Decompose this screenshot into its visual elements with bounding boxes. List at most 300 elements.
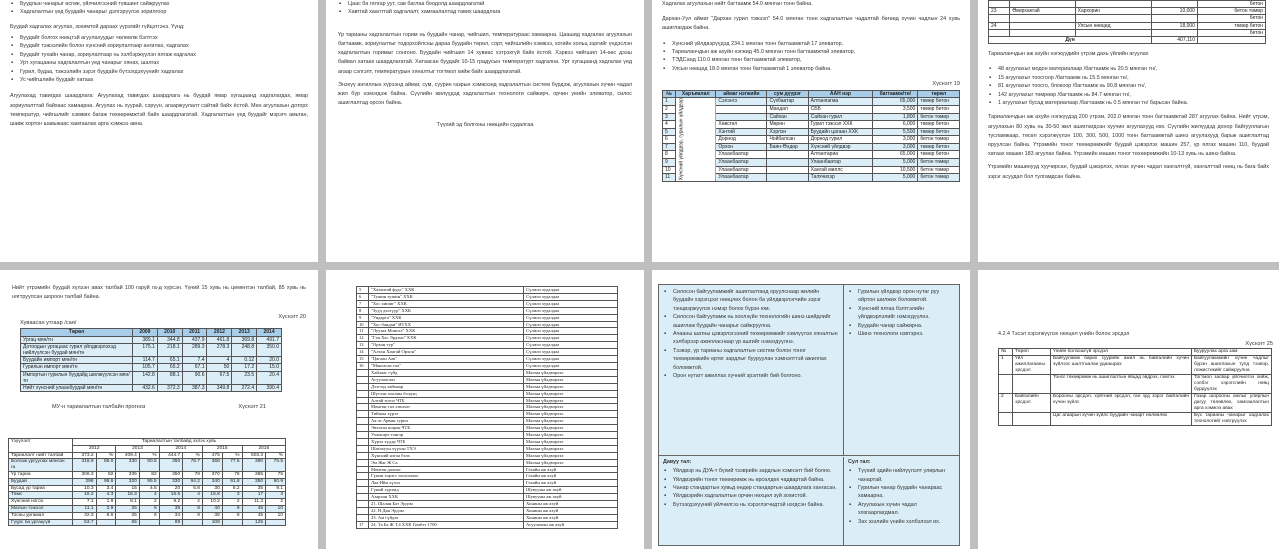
table-cell: Хүнсний ногоо bbox=[9, 499, 73, 506]
row-number: 8 bbox=[357, 307, 369, 314]
table-cell: 16.3 bbox=[116, 492, 140, 499]
table-cell: Тариалалт нийт талбай bbox=[9, 452, 73, 459]
table-cell: 350.0 bbox=[257, 343, 282, 356]
table-row bbox=[357, 321, 618, 328]
table-cell: Болгаж ургуулах мянган га bbox=[9, 459, 73, 472]
table-cell bbox=[1152, 1, 1198, 8]
table-cell: 306.3 bbox=[73, 471, 97, 478]
table-cell: Хүнсний үйлдвэр bbox=[808, 143, 873, 151]
table-cell: төмөр бетон bbox=[918, 128, 960, 136]
company-name: Хүнсний ялгаа бэлх bbox=[369, 452, 524, 459]
table-cell bbox=[716, 106, 767, 114]
table-cell: 77.5 bbox=[222, 459, 242, 472]
company-name: "Зууд дэлгүүр" ХХК bbox=[369, 307, 524, 314]
year-header: 2015 bbox=[202, 445, 242, 452]
table-cell: 78.7 bbox=[183, 459, 203, 472]
row-number bbox=[357, 459, 369, 466]
column-header: Үзүүлэлт bbox=[9, 439, 73, 453]
table-row bbox=[357, 335, 618, 342]
table-cell bbox=[1152, 15, 1198, 22]
company-name: Эм Жаг Ж Са bbox=[369, 459, 524, 466]
table-row bbox=[21, 343, 282, 356]
table-cell: 25 bbox=[116, 512, 140, 519]
table-cell: 491.7 bbox=[257, 336, 282, 343]
table-cell: 17 bbox=[242, 492, 266, 499]
company-name: Азархан ХХК bbox=[369, 494, 524, 501]
company-name: Гүнии хэрэгс тоглоомоо bbox=[369, 473, 524, 480]
company-name: Хүрэл хүдэр ЧТБ bbox=[369, 438, 524, 445]
row-number bbox=[357, 452, 369, 459]
table-cell: бетон bbox=[1197, 1, 1265, 8]
table-cell: 272.4 bbox=[232, 385, 257, 392]
paragraph: Үр тарианы хадгалалтын горим нь буудайн чанар, чийгшил, температураас хамаарна. Цаашид хадгалах агуулахын багтаамж, зориулалтыг тодорхойлсны дараа буудайн төрөл, сорт, чийгшлийн хэмжээ, хогийн хольц зэргийг үндэслэн хадгалалтын горимыг сонгоно. Буудайн чийгшил 14 хувиас хэтрэхгүй байх ёстой. Хэрвээ чийгшил 14-өөс дээш байвал хатаах шаардлагатай. Хатаасан буудайг 10-15 градусын температурт хадгална. Урт хугацаанд хадгалах үед агаар сэлгэлт, температурын хяналтыг тогтмол хийж байх шаардлагатай. bbox=[338, 31, 632, 75]
table-row bbox=[357, 452, 618, 459]
table-cell: 7.1 bbox=[73, 499, 97, 506]
table-cell: 50 bbox=[207, 364, 232, 371]
page-4 bbox=[978, 0, 1279, 262]
company-type: Хонины аж ахуй bbox=[524, 501, 618, 508]
paragraph: Агуулахад тавигдах шаардлага: Агуулахад тавигдах шаардлага нь буудай ямар хугацаанд хадгалагдах, ямар зориулалттай байхаас хамаарна. Агуулах нь хуурай, сэрүүн, агааржуулалт сайтай байх ёстой. Мөн агуулахын доторх температур, чийгшлийг хэмжих багаж төхөөрөмжтэй байх шаардлагатай. Хадгалалтын үед буудайг мэрэгч амьтан, шавж хортон шавьжаас хамгаалах арга хэмжээ авна. bbox=[10, 93, 308, 128]
bullet: ▪ Түүхий эдийн нийлүүлэлт улирлын чанартай. bbox=[848, 467, 955, 484]
table-cell: 1.9 bbox=[96, 499, 116, 506]
table-cell: 2.9 bbox=[96, 505, 116, 512]
table-row bbox=[9, 499, 286, 506]
column-header: Харъяалал bbox=[676, 91, 716, 98]
table-cell: Гурилын импорт мян/тн bbox=[21, 364, 133, 371]
row-number: 12 bbox=[357, 335, 369, 342]
table-cell: 330 bbox=[159, 478, 183, 485]
table-caption: Хүснэгт 19 bbox=[932, 81, 960, 88]
table-cell: 3,000 bbox=[873, 143, 918, 151]
table-cell bbox=[999, 413, 1013, 426]
table-row bbox=[357, 480, 618, 487]
table-cell bbox=[139, 519, 159, 526]
table-cell: % bbox=[222, 452, 242, 459]
table-cell: Чойбалсан bbox=[767, 136, 808, 144]
table-title: МУ-н тариалалтын талбайн прогноз bbox=[52, 404, 146, 411]
row-number bbox=[357, 376, 369, 383]
row-number bbox=[357, 369, 369, 376]
bullet: ▪ Буудайг болгох нөөцтэй агуулахуудыг чөлөөлж бэлтгэх bbox=[10, 34, 308, 42]
row-number: 1 bbox=[663, 98, 676, 106]
table-cell: 11.1 bbox=[73, 505, 97, 512]
company-name: Лаа-Ийн хүхэл bbox=[369, 480, 524, 487]
table-cell: Бүх тарианы чанарыг хадгалах технологийг нэвтрүүлэх bbox=[1192, 413, 1272, 426]
table-cell: Баян-Өндөр bbox=[767, 143, 808, 151]
table-cell: 444.7 bbox=[159, 452, 183, 459]
table-cell: Импортын гурилын буудайд шилжүүлсэн мян/тн bbox=[21, 371, 133, 384]
table-cell: Тоног төхөөрөмж нь ашиглалтын явцад эвдрэх, гэмтэх bbox=[1051, 375, 1192, 394]
year-header: 2016 bbox=[242, 445, 285, 452]
table-cell: 16.2 bbox=[73, 492, 97, 499]
table-title: Хуваасан утгаар /сая/ bbox=[20, 320, 77, 327]
table-cell bbox=[1152, 29, 1198, 36]
table-cell: Хэнтий bbox=[716, 128, 767, 136]
table-cell: 4 bbox=[183, 492, 203, 499]
table-row bbox=[357, 521, 618, 528]
table-cell: 278.3 bbox=[207, 343, 232, 356]
table-cell: 373.2 bbox=[73, 452, 97, 459]
table-cell: Талхчихэр bbox=[808, 174, 873, 182]
table-row bbox=[357, 349, 618, 356]
table-cell: 330 bbox=[116, 459, 140, 472]
table-cell: 8.2 bbox=[222, 485, 242, 492]
table-caption: Хүснэгт 20 bbox=[278, 314, 306, 321]
table-cell: 67.5 bbox=[207, 371, 232, 384]
table-cell: Дорнод гурил bbox=[808, 136, 873, 144]
company-name: "Хос хишиг" ХХК bbox=[369, 300, 524, 307]
table-cell: Улаанбаатар bbox=[808, 159, 873, 167]
bullet: ▪ Силосон байгууламж нь хоолзүйн технологийн шинэ шийдлийг ашиглаж буудайн чанарыг сайжруулна. bbox=[663, 313, 839, 330]
column-header: № bbox=[663, 91, 676, 98]
table-cell: 94.2 bbox=[183, 478, 203, 485]
table-cell: 3 bbox=[222, 492, 242, 499]
table-header-row bbox=[663, 91, 960, 98]
table-cell: 1 bbox=[999, 356, 1013, 375]
row-number bbox=[357, 438, 369, 445]
row-number bbox=[357, 404, 369, 411]
row-number: 5 bbox=[663, 128, 676, 136]
table-cell: Алтанпагма bbox=[808, 98, 873, 106]
bullet: ▪ Буудайг тэжээлийн болон хүнсний зориулалтаар ангилах, хадгалах bbox=[10, 42, 308, 50]
table-cell: 380 bbox=[242, 459, 266, 472]
bullet: ▪ 142 агуулахыг төмрөөр /багтаамж нь 84.7 мянган тн/, bbox=[988, 91, 1269, 99]
bullet: ▪ Бүтээгдэхүүний үйлчилгээ нь хэрэглэгчидтэй нэгдсэн байна. bbox=[663, 501, 839, 509]
table-row bbox=[357, 328, 618, 335]
company-type: Сүлжээ худалдаа bbox=[524, 328, 618, 335]
table-cell: Гүүрс ба ургацгүй bbox=[9, 519, 73, 526]
bullet: ▪ Ачааны шатны цэвэрлэгээний төхөөрөмжийг хэвлүүлэх хяналтын хэлбэрээр ажилласнаар үр ашгийг нэмэгдүүлнэ. bbox=[663, 330, 839, 347]
table-cell: 461.8 bbox=[207, 336, 232, 343]
table-cell: 10 bbox=[266, 505, 286, 512]
table-cell: төмөр бетон bbox=[918, 98, 960, 106]
page-1 bbox=[0, 0, 318, 262]
table-cell: 78 bbox=[183, 471, 203, 478]
company-type: Малын үйлдвэрлэл bbox=[524, 438, 618, 445]
table-cell: 2 bbox=[139, 499, 159, 506]
table-cell: 32.3 bbox=[73, 512, 97, 519]
column-header: 2013 bbox=[232, 329, 257, 336]
table-cell: 65.2 bbox=[157, 364, 182, 371]
table-cell: 369.8 bbox=[232, 336, 257, 343]
company-name: "Луузаа Монгол" ХХК bbox=[369, 328, 524, 335]
table-cell: 318.9 bbox=[73, 459, 97, 472]
company-name: Дээгээд хаймаар bbox=[369, 383, 524, 390]
table-cell: Борооны эрсдэл, хүйтний эрсдэл, ган зуд зэрэг байгалийн хүчин зүйлс bbox=[1051, 394, 1192, 413]
table-cell: 65,000 bbox=[873, 98, 918, 106]
company-type: Гахайн аж ахуй bbox=[524, 466, 618, 473]
bullet: ▪ Орон нутагт ажиллах хүчний эрэлтийг бий болгоно. bbox=[663, 372, 839, 380]
table-cell: 15.0 bbox=[257, 364, 282, 371]
table-cell: 10.2 bbox=[202, 499, 222, 506]
table-cell: 3.4 bbox=[96, 485, 116, 492]
table-cell: 437.9 bbox=[182, 336, 207, 343]
table-cell: 503.3 bbox=[242, 452, 266, 459]
table-cell: 432.6 bbox=[133, 385, 158, 392]
table-cell: 3,500 bbox=[873, 106, 918, 114]
bullet: ▪ 15 агуулахыг тоосгоор /багтаамж нь 15.5 мянган тн/, bbox=[988, 74, 1269, 82]
company-name: Мөнгөн дахиас bbox=[369, 466, 524, 473]
table-cell: бетон төмөр bbox=[918, 136, 960, 144]
table-cell: 218.1 bbox=[157, 343, 182, 356]
table-row bbox=[357, 459, 618, 466]
table-cell: Ургац мян/тн bbox=[21, 336, 133, 343]
table-cell: 5,000 bbox=[873, 159, 918, 167]
row-number bbox=[357, 466, 369, 473]
company-name: Ухамсарт тэнгэр bbox=[369, 432, 524, 439]
table-cell: 9.1 bbox=[266, 485, 286, 492]
company-name: Мөнгөн тал хэвлэлт bbox=[369, 404, 524, 411]
table-row bbox=[357, 418, 618, 425]
table-cell: Буудайн импорт мян/тн bbox=[21, 357, 133, 364]
company-type: Сүлжээ худалдаа bbox=[524, 349, 618, 356]
paragraph: Хадгалах агуулахын нийт багтаамж 54.0 мянган тонн байна. bbox=[662, 1, 813, 7]
table-cell: 30 bbox=[202, 485, 222, 492]
bullet: ▪ Гурил, будаа, тэжээлийн зэрэг буудайн бүтээгдэхүүнийг хадгалах bbox=[10, 68, 308, 76]
table-cell: Хангай миллс bbox=[808, 166, 873, 174]
table-cell: Сайхан bbox=[767, 113, 808, 121]
row-number bbox=[357, 411, 369, 418]
table-row bbox=[21, 385, 282, 392]
row-number bbox=[357, 514, 369, 521]
table-cell: Улаанбаатар bbox=[716, 159, 767, 167]
table-row bbox=[21, 371, 282, 384]
table-cell: төмөр бетон bbox=[918, 151, 960, 159]
column-header: сум дүүрэг bbox=[767, 91, 808, 98]
table-row bbox=[9, 492, 286, 499]
table-row bbox=[357, 425, 618, 432]
table-row bbox=[357, 300, 618, 307]
table-cell: Үр тариа bbox=[9, 471, 73, 478]
row-number bbox=[357, 390, 369, 397]
bullet: ▪ Хүнсний ялгаа бэлтгэлийн үйлдвэрлэлийг нэмэгдүүлнэ. bbox=[848, 305, 955, 322]
elevator-table bbox=[662, 90, 960, 182]
year-header: 2014 bbox=[159, 445, 202, 452]
paragraph: Тариаланчдын аж ахуйн нэгжүүдэд 200 үтрэм, 202.0 мянган тонн багтаамжтай 287 агуулах байна. Нийт үтрэм, агуулахын 80 хувь нь 30-50 жил ашиглагдсан хуучин агуулахууд юм. Сүүлийн жилүүдэд донор байгууллагын тусламжаар, төсөл хэрэгжүүлэн 100, 300, 500, 1000 тонн багтаамжтай шинэ агуулахууд барьж ашиглалтад оруулсан байна. Үтрэмийн тоног төхөөрөмжийг буудай цэвэрлэх машин 257, үр ялгах машин 110, буудай хатаах машин 183 агуулах байна. Үтрэмийн машин тоног төхөөрөмжийн 10-13 хувь нь шинэ байна. bbox=[988, 114, 1269, 158]
table-row bbox=[999, 356, 1272, 375]
company-name: Гүний хүрэмд bbox=[369, 487, 524, 494]
company-name: Хайлаас гүйд bbox=[369, 369, 524, 376]
table-cell: 335 bbox=[116, 471, 140, 478]
table-cell: Хархорин bbox=[1075, 8, 1152, 15]
table-row bbox=[357, 514, 618, 521]
row-number: 14 bbox=[357, 349, 369, 356]
table-cell: 10,000 bbox=[1152, 8, 1198, 15]
table-cell: 248.8 bbox=[232, 343, 257, 356]
table-cell: 34 bbox=[159, 512, 183, 519]
total-value: 407,110 bbox=[1152, 37, 1198, 44]
row-number: 5 bbox=[357, 287, 369, 294]
table-cell: 82 bbox=[139, 471, 159, 478]
table-cell: 15 bbox=[116, 485, 140, 492]
side-label: Хүнсний үйлдвэр, гурилын үйлдвэр bbox=[676, 98, 716, 181]
company-type: Малын үйлдвэрлэл bbox=[524, 376, 618, 383]
table-cell: Төмс bbox=[9, 492, 73, 499]
table-cell: 35 bbox=[242, 485, 266, 492]
table-cell: 2 bbox=[183, 499, 203, 506]
table-row bbox=[989, 29, 1266, 36]
bullet: ▪ Буудайг тухайн чанар, зориулалтаар нь хэлбэржүүлэн ялгаж хадгалах bbox=[10, 51, 308, 59]
table-cell: Улаанбаатар bbox=[716, 151, 767, 159]
row-number: 10 bbox=[357, 321, 369, 328]
company-type: Сүлжээ худалдаа bbox=[524, 287, 618, 294]
column-header: Тариалалтын талбайд эзлэх хувь bbox=[73, 439, 286, 446]
bullet: ▪ Үйлдвэрийн тоног төхөөрөмж нь өрсөлдөх чадвартай байна. bbox=[663, 476, 839, 484]
table-cell: 368 bbox=[202, 459, 222, 472]
company-table bbox=[356, 286, 618, 529]
table-cell: бетон bbox=[1197, 29, 1265, 36]
company-name: 22. Н.Дан Эрдэм bbox=[369, 508, 524, 515]
table-row bbox=[357, 432, 618, 439]
table-cell: Бусад үр тариа bbox=[9, 485, 73, 492]
table-cell: Алтантариа bbox=[808, 151, 873, 159]
company-type: Малын үйлдвэрлэл bbox=[524, 383, 618, 390]
table-cell bbox=[767, 159, 808, 167]
caption: Түүхий эд болгоны нөөцийн судалгаа bbox=[436, 122, 534, 129]
table-cell bbox=[1075, 29, 1152, 36]
table-cell: 20 bbox=[159, 485, 183, 492]
bullet: ▪ Улсын нөөцөд 18.0 мянган тонн багтаамжтай 1 элеватор байна. bbox=[662, 65, 960, 73]
row-number: 2 bbox=[663, 106, 676, 114]
table-cell: Улаанбаатар bbox=[716, 174, 767, 182]
table-row bbox=[663, 98, 960, 106]
table-cell: 9.2 bbox=[159, 499, 183, 506]
page-3 bbox=[652, 0, 970, 262]
table-row bbox=[989, 8, 1266, 15]
table-cell: 3,000 bbox=[873, 136, 918, 144]
table-cell: 75.5 bbox=[266, 459, 286, 472]
table-row bbox=[21, 336, 282, 343]
table-row bbox=[357, 314, 618, 321]
column-header: 2012 bbox=[207, 329, 232, 336]
table-cell bbox=[1013, 375, 1051, 394]
column-header: № bbox=[999, 349, 1013, 356]
page-6 bbox=[326, 270, 644, 549]
table-row bbox=[9, 459, 286, 472]
table-cell: 142.8 bbox=[133, 371, 158, 384]
company-name: "Цагаан Аав" bbox=[369, 356, 524, 363]
table-cell: Мөрөн bbox=[767, 121, 808, 129]
table-cell: % bbox=[139, 452, 159, 459]
table-cell: бетон төмөр bbox=[918, 113, 960, 121]
bullet: ▪ Ус чийгшлийн буудайг хатаах bbox=[10, 76, 308, 84]
table-row bbox=[9, 478, 286, 485]
company-type: Малын үйлдвэрлэл bbox=[524, 411, 618, 418]
year-header: 2013 bbox=[116, 445, 159, 452]
table-row bbox=[357, 473, 618, 480]
table-cell: 289.3 bbox=[182, 343, 207, 356]
bullet: ▪ Буудайн чанар сайжирна. bbox=[848, 322, 955, 330]
table-cell: төмөр бетон bbox=[1197, 22, 1265, 29]
table-cell: 125 bbox=[242, 519, 266, 526]
row-number: 3 bbox=[663, 113, 676, 121]
table-cell: бетон төмөр bbox=[918, 174, 960, 182]
table-cell: 89 bbox=[159, 519, 183, 526]
table-row bbox=[999, 394, 1272, 413]
column-header: төрөл bbox=[918, 91, 960, 98]
table-row bbox=[989, 1, 1266, 8]
table-cell: 65 bbox=[116, 519, 140, 526]
table-row bbox=[357, 342, 618, 349]
table-cell: 3 bbox=[266, 492, 286, 499]
table-cell: Сайхан гурил bbox=[808, 113, 873, 121]
table-cell: 1,800 bbox=[873, 113, 918, 121]
table-row bbox=[9, 485, 286, 492]
column-header: 2010 bbox=[157, 329, 182, 336]
table-cell: 16.8 bbox=[202, 492, 222, 499]
company-name: "Тушин тушин" ХХК bbox=[369, 293, 524, 300]
bullet: ▪ Хадгалалтын үед буудайн чанарыг дэлгэрүүлэх зорилгоор bbox=[10, 8, 308, 16]
table-cell: Орхон bbox=[716, 143, 767, 151]
table-cell: төмөр бетон bbox=[918, 106, 960, 114]
table-cell: бетон төмөр bbox=[918, 166, 960, 174]
column-header: 2011 bbox=[182, 329, 207, 336]
table-cell: Улсын нөөцөд bbox=[1075, 22, 1152, 29]
company-type: Сүлжээ худалдаа bbox=[524, 335, 618, 342]
table-cell: 8.6 bbox=[96, 512, 116, 519]
table-cell: 5.8 bbox=[183, 485, 203, 492]
table-row bbox=[9, 519, 286, 526]
table-cell: Тосны ургамал bbox=[9, 512, 73, 519]
bullet: ▪ 1 агуулахыг бусад материалаар /багтаамж нь 0.5 мянган тн/ барьсан байна. bbox=[988, 99, 1269, 107]
table-cell: Тогтмол засвар үйлчилгээ хийж, сэлбэг хэрэгслийн нөөц бүрдүүлэх bbox=[1192, 375, 1272, 394]
page-2 bbox=[326, 0, 644, 262]
bullet: ▪ ТЭДСанд 110.0 мянган тонн багтаамжтай элеватор, bbox=[662, 56, 960, 64]
table-cell: 45 bbox=[242, 505, 266, 512]
bullet: ▪ Агуулахын хүчин чадал хязгаарлагдмал. bbox=[848, 501, 955, 518]
table-cell: 105.7 bbox=[133, 364, 158, 371]
table-row bbox=[989, 22, 1266, 29]
bullet: ▪ Урт хугацааны хадгалалтын үед чанарыг хянах, шалгах bbox=[10, 59, 308, 67]
table-cell: 2 bbox=[266, 499, 286, 506]
table-cell: 90.9 bbox=[266, 478, 286, 485]
table-cell: Сүхбаатар bbox=[767, 98, 808, 106]
table-cell bbox=[989, 29, 1010, 36]
table-cell: 18,000 bbox=[1152, 22, 1198, 29]
table-cell: 340 bbox=[202, 478, 222, 485]
table-cell: 95.5 bbox=[139, 478, 159, 485]
row-number bbox=[357, 494, 369, 501]
table-cell: 40 bbox=[202, 505, 222, 512]
bullet: ▪ Хавтгай хаалттай хадгалалт, хамгаалалтад тавих шаардлага bbox=[338, 8, 632, 16]
row-number bbox=[357, 501, 369, 508]
table-cell: 82 bbox=[96, 471, 116, 478]
bullet: ▪ 81 агуулахыг тоосго, блокоор /багтаамж нь 90.8 мянган тн/, bbox=[988, 82, 1269, 90]
table-row bbox=[999, 375, 1272, 394]
company-name: Эвлэхэн шаран ЧТБ bbox=[369, 425, 524, 432]
table-cell: 10.3 bbox=[73, 485, 97, 492]
column-header: аймаг нэгжийн bbox=[716, 91, 767, 98]
company-name: "Хос бандан" ИТХХ bbox=[369, 321, 524, 328]
total-row bbox=[989, 37, 1266, 44]
column-header: Бууруулах арга зам bbox=[1192, 349, 1272, 356]
row-number: 11 bbox=[357, 328, 369, 335]
column-header: Үнийн болзошгүй эрсдэл bbox=[1051, 349, 1192, 356]
company-name: 23. Ам гүйдэх bbox=[369, 514, 524, 521]
table-cell: % bbox=[266, 452, 286, 459]
table-cell: 108 bbox=[202, 519, 222, 526]
elevator-table-continued bbox=[988, 0, 1266, 44]
table-cell: 23.5 bbox=[232, 371, 257, 384]
table-row bbox=[357, 362, 618, 369]
table-cell: Хэрлэн bbox=[767, 128, 808, 136]
company-type: Малын үйлдвэрлэл bbox=[524, 390, 618, 397]
paragraph: Үтрэмийн машинууд хуучирсан, буудай цэвэрлэх, ялгах хүчин чадал хангалтгүй, хангалттай нөөц нь бага байх зэрэг асуудал бол тулгамдсан байна. bbox=[988, 164, 1269, 180]
table-cell bbox=[767, 151, 808, 159]
forecast-table bbox=[8, 438, 286, 526]
company-type: Малын үйлдвэрлэл bbox=[524, 369, 618, 376]
row-number: 7 bbox=[663, 143, 676, 151]
